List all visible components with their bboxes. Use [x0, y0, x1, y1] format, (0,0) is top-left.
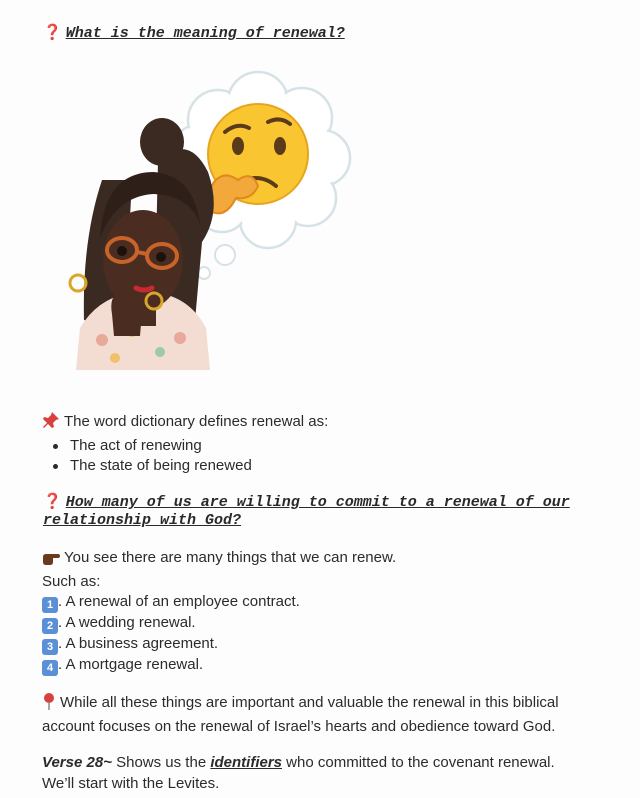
keycap-number-icon: 3 [42, 639, 58, 655]
keycap-number-icon: 2 [42, 618, 58, 634]
heading-text: What is the meaning of renewal? [65, 25, 345, 42]
definition-intro-text: The word dictionary defines renewal as: [64, 413, 329, 430]
verse-line2: We’ll start with the Levites. [42, 774, 220, 792]
definition-list [42, 436, 328, 477]
list-item [42, 613, 396, 634]
verse-paragraph [42, 753, 555, 794]
list-item [42, 592, 396, 613]
list-item-text: . A renewal of an employee contract. [58, 593, 300, 610]
definition-intro [42, 411, 328, 436]
definition-block [42, 411, 328, 477]
identifiers-link: identifiers [210, 754, 283, 771]
note-line2: account focuses on the renewal of Israel’s hearts and obedience toward God. [42, 717, 556, 735]
heading-meaning-of-renewal [43, 25, 345, 43]
question-mark-icon: ❓ [43, 25, 62, 42]
list-item-text: . A mortgage renewal. [58, 656, 204, 673]
list-item: The state of being renewed [42, 456, 328, 477]
renew-list-block [42, 548, 396, 676]
verse-label: Verse 28~ [42, 754, 112, 771]
renew-intro-text: You see there are many things that we can renew. [64, 549, 397, 566]
verse-text-after: who committed to the covenant renewal. [282, 754, 555, 771]
list-item [42, 655, 396, 676]
such-as-label: Such as: [42, 572, 101, 590]
pointing-hand-icon [42, 551, 60, 572]
heading-commit-to-renewal [43, 494, 570, 530]
list-item-text: . A business agreement. [58, 635, 219, 652]
thinking-avatar-illustration [40, 70, 360, 370]
renew-intro [42, 548, 396, 572]
pushpin-icon [42, 411, 60, 436]
verse-text-before: Shows us the [111, 754, 211, 771]
avatar-figure [70, 118, 214, 370]
list-item: The act of renewing [42, 436, 328, 457]
heading2-line2: relationship with God? [43, 512, 242, 529]
keycap-number-icon: 4 [42, 660, 58, 676]
list-item-text: . A wedding renewal. [58, 614, 196, 631]
note-line1: While all these things are important and valuable the renewal in this biblical [60, 694, 559, 711]
keycap-number-icon: 1 [42, 597, 58, 613]
heading2-line1: How many of us are willing to commit to a renewal of our [65, 494, 570, 511]
list-item [42, 634, 396, 655]
round-pushpin-icon [42, 692, 56, 717]
note-paragraph [42, 692, 559, 737]
question-mark-icon: ❓ [43, 494, 62, 511]
